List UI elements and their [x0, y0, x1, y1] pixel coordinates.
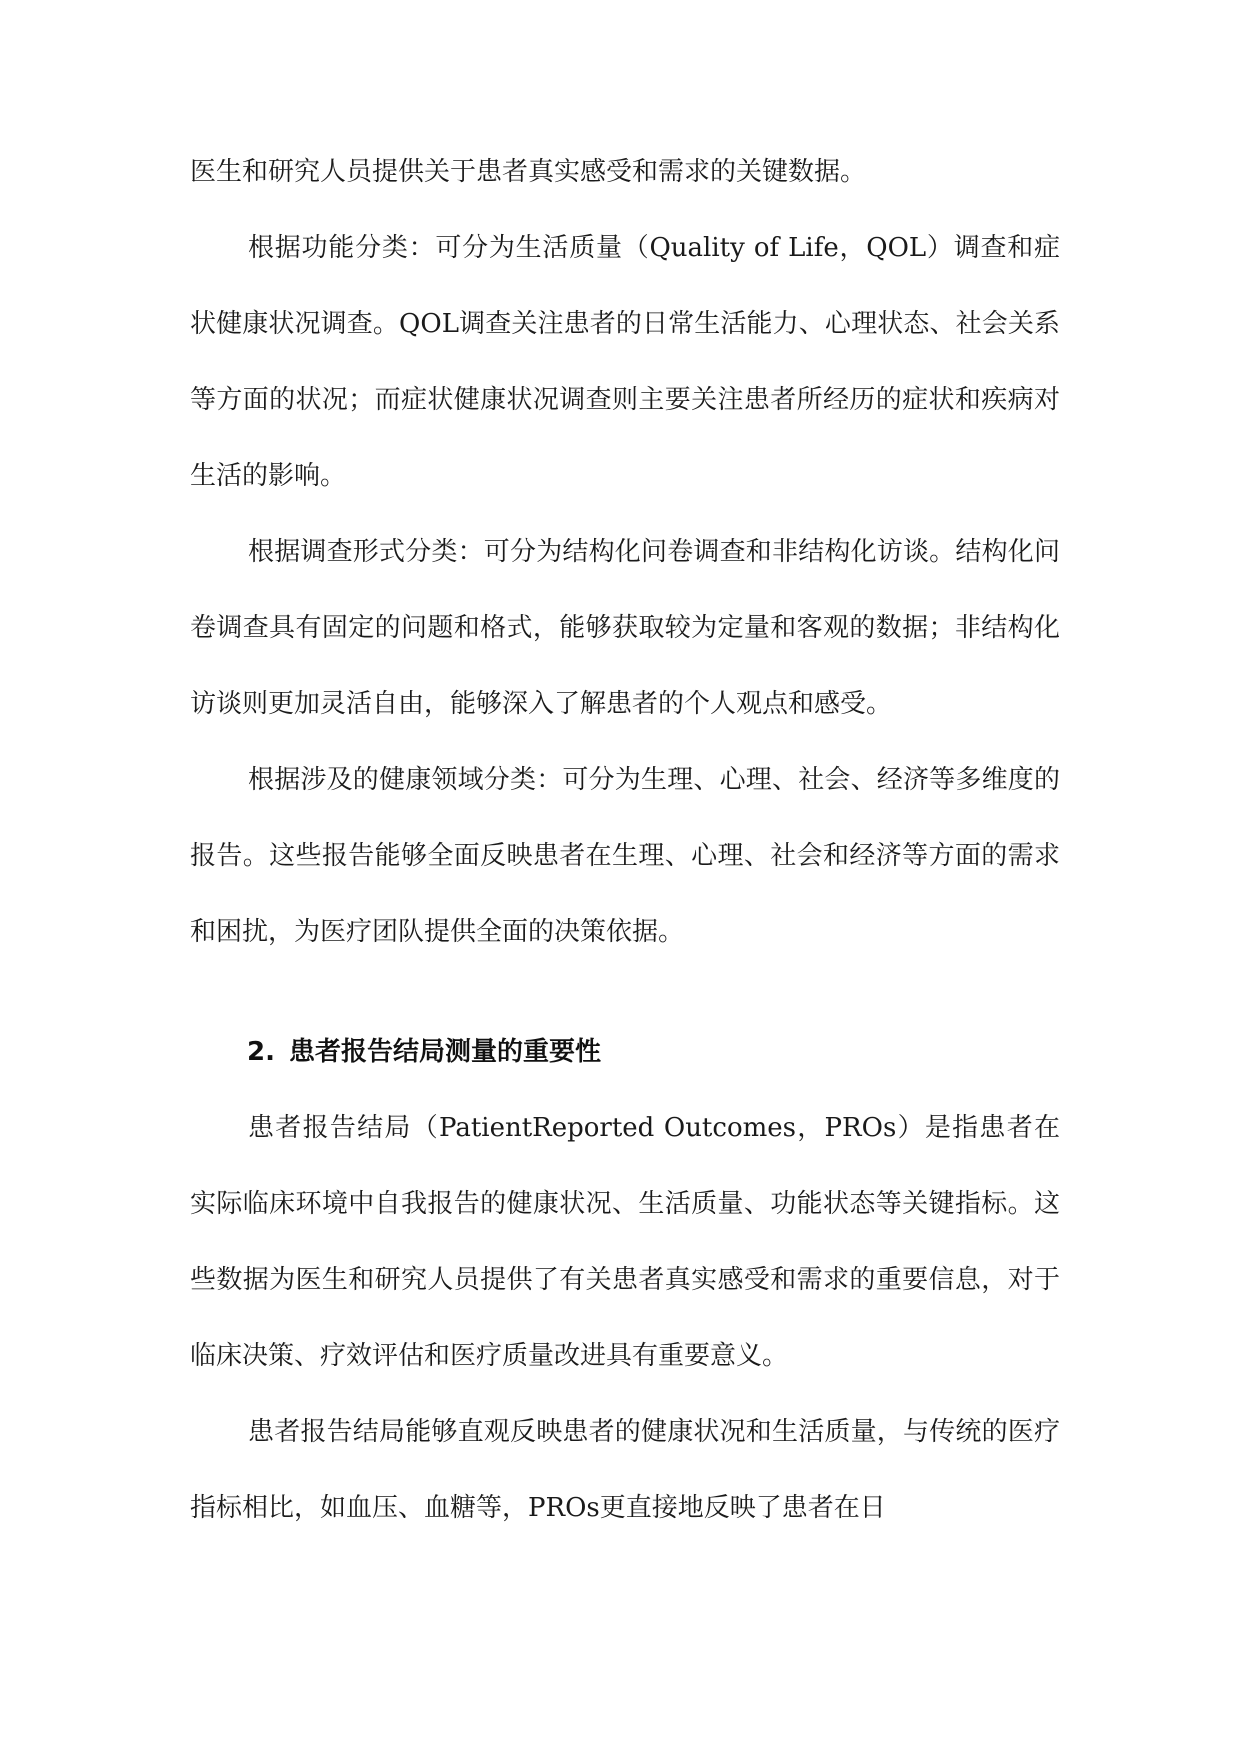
- section-number: 2.: [247, 1037, 275, 1067]
- paragraph-pros-value: 患者报告结局能够直观反映患者的健康状况和生活质量，与传统的医疗指标相比，如血压、血糖等，PROs更直接地反映了患者在日: [190, 1417, 1060, 1523]
- section-title: 患者报告结局测量的重要性: [288, 1037, 601, 1067]
- paragraph-function-classification: 根据功能分类：可分为生活质量（Quality of Life，QOL）调查和症状健康状况调查。QOL调查关注患者的日常生活能力、心理状态、社会关系等方面的状况；而症状健康状况调查则主要关注患者所经历的症状和疾病对生活的影响。: [190, 233, 1060, 491]
- paragraph-continuation: 医生和研究人员提供关于患者真实感受和需求的关键数据。: [190, 157, 867, 187]
- paragraph-health-domain-classification: 根据涉及的健康领域分类：可分为生理、心理、社会、经济等多维度的报告。这些报告能够全面反映患者在生理、心理、社会和经济等方面的需求和困扰，为医疗团队提供全面的决策依据。: [190, 765, 1060, 947]
- paragraph-pros-definition: 患者报告结局（PatientReported Outcomes，PROs）是指患者在实际临床环境中自我报告的健康状况、生活质量、功能状态等关键指标。这些数据为医生和研究人员提供了有关患者真实感受和需求的重要信息，对于临床决策、疗效评估和医疗质量改进具有重要意义。: [190, 1113, 1060, 1371]
- document-body: [190, 134, 1060, 1546]
- section-heading: [190, 1014, 1060, 1090]
- paragraph-survey-form-classification: 根据调查形式分类：可分为结构化问卷调查和非结构化访谈。结构化问卷调查具有固定的问题和格式，能够获取较为定量和客观的数据；非结构化访谈则更加灵活自由，能够深入了解患者的个人观点和感受。: [190, 537, 1060, 719]
